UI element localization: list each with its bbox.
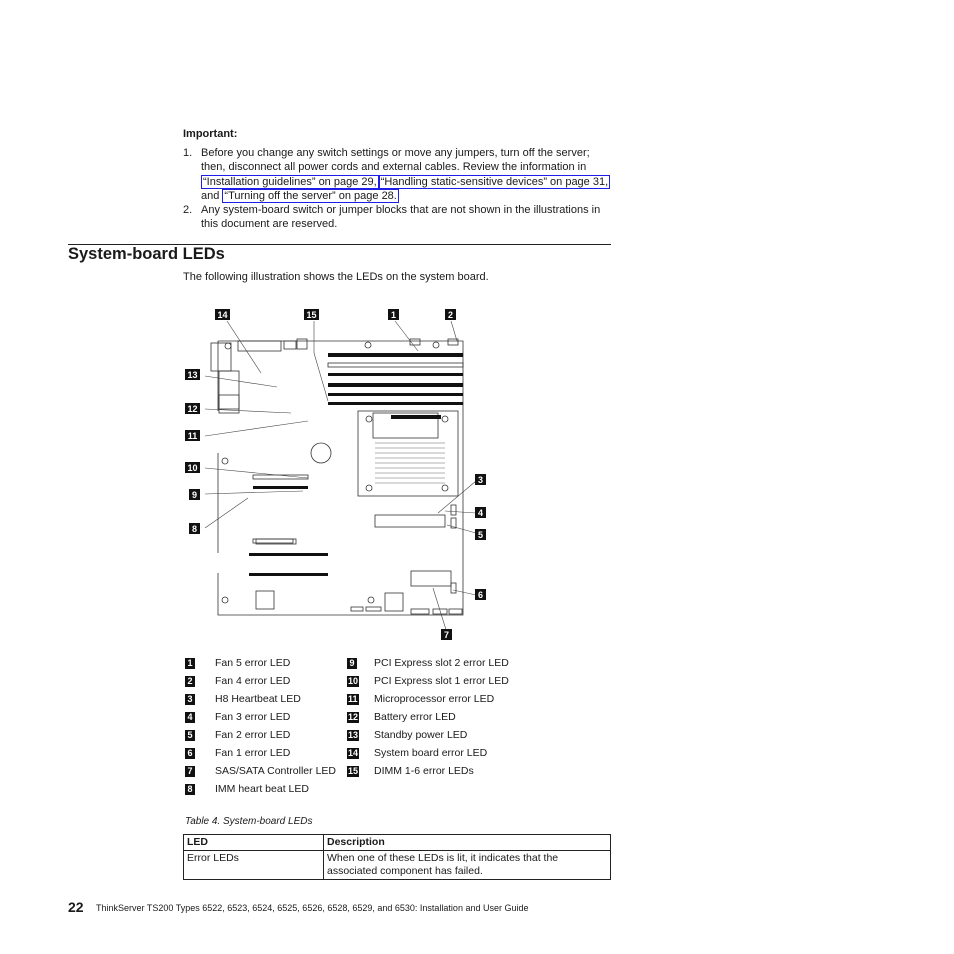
legend-item-1 xyxy=(185,656,291,670)
callout-2: 2 xyxy=(447,310,454,320)
callout-10: 10 xyxy=(187,463,198,473)
link-handling-static-devices[interactable]: “Handling static-sensitive devices” on page 31, xyxy=(380,175,609,188)
callout-6: 6 xyxy=(477,590,484,600)
callout-badge: 10 xyxy=(348,675,359,686)
callout-badge: 3 xyxy=(185,694,195,705)
legend-item-10 xyxy=(347,674,509,688)
callout-badge: 2 xyxy=(185,676,195,687)
callout-badge: 11 xyxy=(348,693,358,704)
callout-badge: 6 xyxy=(185,748,195,759)
legend-label: Fan 1 error LED xyxy=(215,747,291,759)
callout-5: 5 xyxy=(477,530,484,540)
link-turning-off-server[interactable]: “Turning off the server” on page 28. xyxy=(224,189,397,202)
legend-label: Fan 4 error LED xyxy=(215,675,291,687)
legend-label: System board error LED xyxy=(374,747,488,759)
callout-badge: 4 xyxy=(185,712,195,723)
section-intro: The following illustration shows the LEDs on the system board. xyxy=(183,271,489,283)
legend-item-4 xyxy=(185,710,291,724)
table-header-row xyxy=(184,835,611,851)
legend-label: Fan 3 error LED xyxy=(215,711,291,723)
legend-item-12 xyxy=(347,710,456,724)
callout-badge: 7 xyxy=(185,766,195,777)
legend-label: H8 Heartbeat LED xyxy=(215,693,301,705)
legend-label: SAS/SATA Controller LED xyxy=(215,765,336,777)
callout-badge: 8 xyxy=(185,784,195,795)
system-board-diagram xyxy=(183,303,493,643)
column-header-led: LED xyxy=(184,835,324,851)
item-text-and: and xyxy=(201,189,223,202)
item-text: Before you change any switch settings or move any jumpers, turn off the server; then, disconnect all power cords and external cables. Review the information in xyxy=(201,147,590,174)
cell-led: Error LEDs xyxy=(184,851,324,880)
callout-badge: 1 xyxy=(185,658,195,669)
legend-label: IMM heart beat LED xyxy=(215,783,309,795)
table-caption: Table 4. System-board LEDs xyxy=(185,816,313,827)
callout-badge: 14 xyxy=(348,747,359,758)
legend-item-14 xyxy=(347,746,488,760)
important-item-2 xyxy=(183,203,613,232)
callout-badge: 9 xyxy=(347,658,357,669)
legend-item-15 xyxy=(347,764,474,778)
callout-1: 1 xyxy=(390,310,397,320)
legend-label: Standby power LED xyxy=(374,729,468,741)
callout-14: 14 xyxy=(217,310,228,320)
led-legend xyxy=(183,656,543,806)
item-number: 1. xyxy=(183,147,193,159)
callout-7: 7 xyxy=(443,630,450,640)
legend-label: Fan 2 error LED xyxy=(215,729,291,741)
callout-badge: 15 xyxy=(348,765,359,776)
legend-item-5 xyxy=(185,728,291,742)
callout-badge: 12 xyxy=(348,711,359,722)
legend-item-13 xyxy=(347,728,468,742)
item-number: 2. xyxy=(183,204,193,216)
callout-badge: 13 xyxy=(348,729,359,740)
item-text: Any system-board switch or jumper blocks that are not shown in the illustrations in this document are reserved. xyxy=(201,204,601,231)
page-number: 22 xyxy=(68,899,84,915)
callout-11: 11 xyxy=(187,431,198,441)
callout-9: 9 xyxy=(191,490,198,500)
legend-label: PCI Express slot 1 error LED xyxy=(374,675,509,687)
legend-item-11 xyxy=(347,692,495,706)
callout-4: 4 xyxy=(477,508,484,518)
legend-item-3 xyxy=(185,692,301,706)
legend-label: Microprocessor error LED xyxy=(374,693,495,705)
callout-3: 3 xyxy=(477,475,484,485)
legend-item-7 xyxy=(185,764,336,778)
callout-15: 15 xyxy=(306,310,317,320)
callout-13: 13 xyxy=(187,370,198,380)
legend-label: Fan 5 error LED xyxy=(215,657,291,669)
important-heading: Important: xyxy=(183,128,238,140)
cell-description: When one of these LEDs is lit, it indicates that the associated component has failed. xyxy=(324,851,611,880)
legend-item-6 xyxy=(185,746,291,760)
column-header-description: Description xyxy=(324,835,611,851)
callout-badge: 5 xyxy=(185,730,195,741)
system-board-leds-table xyxy=(183,834,611,880)
legend-label: Battery error LED xyxy=(374,711,456,723)
footer-title: ThinkServer TS200 Types 6522, 6523, 6524, 6525, 6526, 6528, 6529, and 6530: Installation and User Guide xyxy=(96,903,529,913)
table-row xyxy=(184,851,611,880)
legend-label: DIMM 1-6 error LEDs xyxy=(374,765,474,777)
legend-item-2 xyxy=(185,674,291,688)
callout-8: 8 xyxy=(191,524,198,534)
legend-item-8 xyxy=(185,782,309,796)
link-installation-guidelines[interactable]: “Installation guidelines” on page 29, xyxy=(203,175,377,188)
callout-12: 12 xyxy=(187,404,198,414)
important-item-1 xyxy=(183,146,613,203)
section-title: System-board LEDs xyxy=(68,245,225,263)
legend-label: PCI Express slot 2 error LED xyxy=(374,657,509,669)
legend-item-9 xyxy=(347,656,509,670)
